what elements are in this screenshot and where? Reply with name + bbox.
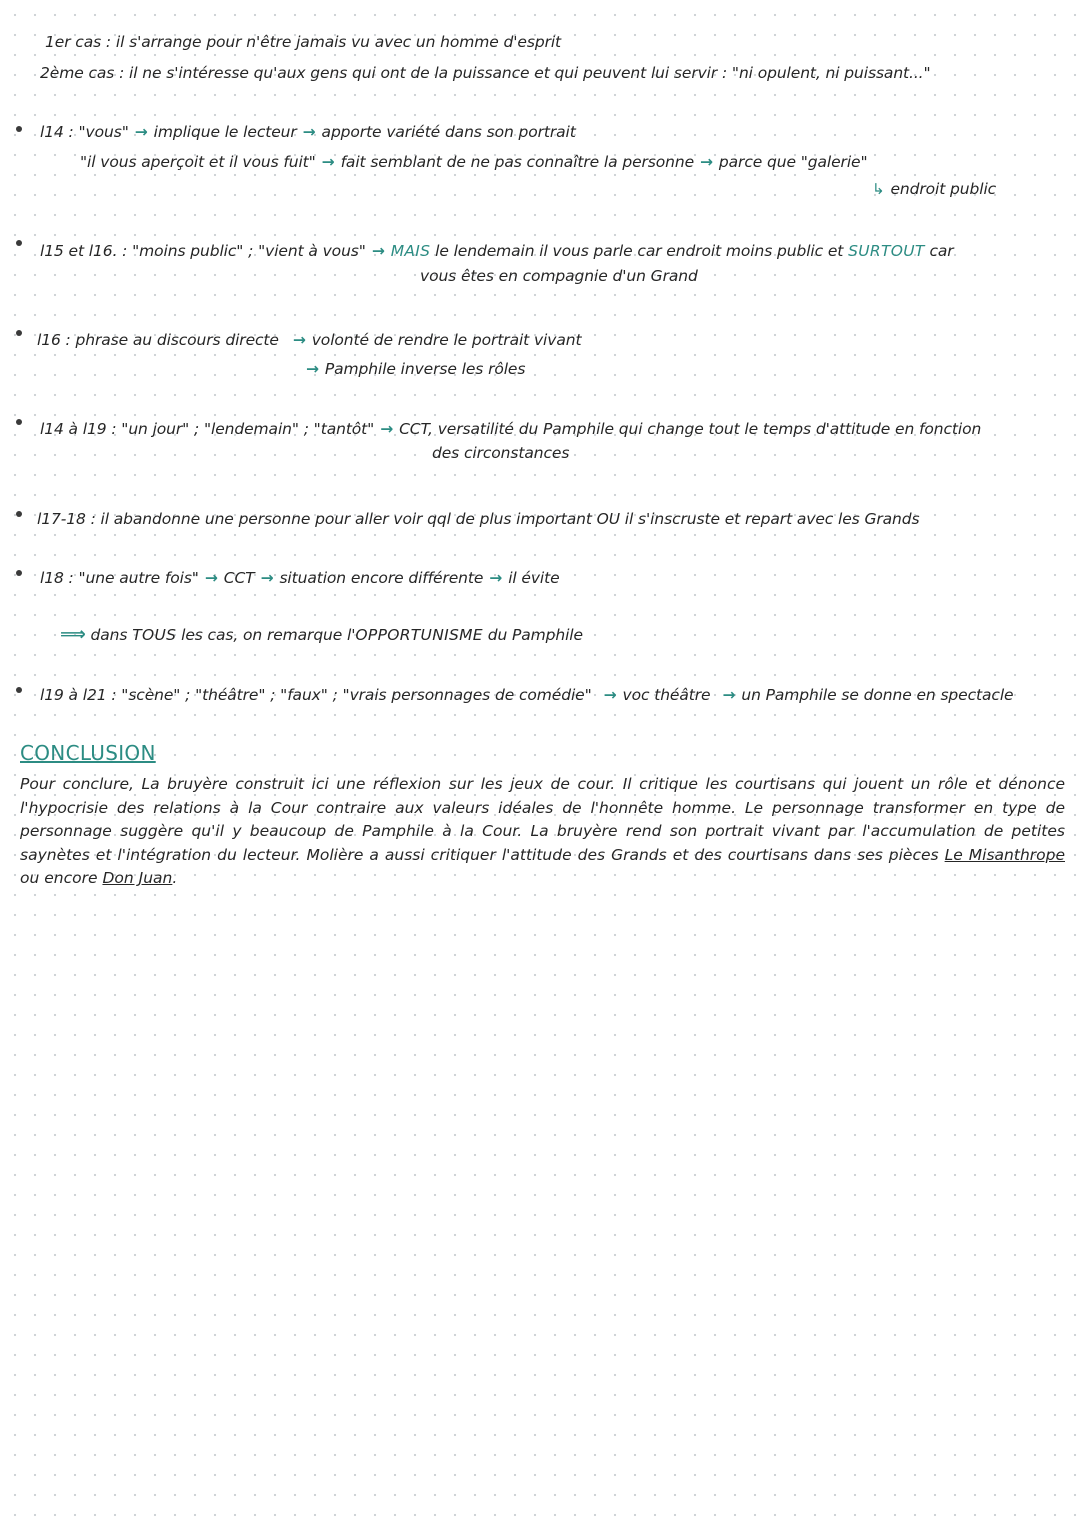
note-line-l18 <box>40 568 560 588</box>
line-text: le lendemain il vous parle car endroit moins public et <box>435 242 844 260</box>
line-ref: l19 à l21 : "scène" ; "théâtre" ; "faux" ; "vrais personnages de comédie" <box>40 686 592 704</box>
line-ref: l16 : phrase au discours directe <box>37 331 279 349</box>
line-text: implique le lecteur <box>153 123 297 141</box>
right-arrow-icon: → <box>292 331 306 349</box>
emphasis-opportunisme: OPPORTUNISME <box>355 626 483 644</box>
right-arrow-icon: → <box>371 242 385 260</box>
line-text: du Pamphile <box>487 626 583 644</box>
note-line-l14-quote <box>80 152 868 172</box>
work-title-misanthrope: Le Misanthrope <box>944 845 1065 864</box>
conclusion-connector: ou encore <box>20 869 98 887</box>
double-arrow-icon: ⟹ <box>60 624 86 645</box>
bullet-dot-icon <box>16 687 22 693</box>
note-line-l16 <box>37 330 581 350</box>
right-arrow-icon: → <box>489 569 503 587</box>
line-text: car <box>929 242 954 260</box>
note-line-l17-18: l17-18 : il abandonne une personne pour aller voir qql de plus important OU il s'inscruste et repart avec les Grands <box>37 510 920 528</box>
emphasis-surtout: SURTOUT <box>848 242 925 260</box>
line-text: voc théâtre <box>622 686 711 704</box>
conclusion-body: Pour conclure, La bruyère construit ici une réflexion sur les jeux de cour. Il critique les courtisans qui jouent un rôle et dénonce l'hypocrisie des relations à la Cour contraire aux valeurs idéales de l'honnête homme. Le personnage transformer en type de personnage suggère qu'il y beaucoup de Pamphile à la Cour. La bruyère rend son portrait vivant par l'accumulation de petites saynètes et l'intégration du lecteur. Molière a aussi critiquer l'attitude des Grands et des courtisans dans ses pièces <box>20 775 1065 864</box>
line-text: volonté de rendre le portrait vivant <box>311 331 582 349</box>
right-arrow-icon: → <box>260 569 274 587</box>
emphasis-tous: TOUS <box>132 626 177 644</box>
hook-arrow-icon: ↳ <box>872 180 885 198</box>
line-text: dans <box>90 626 128 644</box>
note-line-cas2: 2ème cas : il ne s'intéresse qu'aux gens qui ont de la puissance et qui peuvent lui servir : "ni opulent, ni puissant..." <box>40 64 931 82</box>
note-line-l15 <box>40 241 954 261</box>
right-arrow-icon: → <box>134 123 148 141</box>
note-line-cas1: 1er cas : il s'arrange pour n'être jamais vu avec un homme d'esprit <box>45 33 562 51</box>
note-line-l19-l21 <box>40 685 1013 705</box>
line-text: situation encore différente <box>279 569 484 587</box>
line-text: CCT <box>223 569 255 587</box>
note-line-opportunisme <box>60 625 583 645</box>
right-arrow-icon: → <box>321 153 335 171</box>
work-title-don-juan: Don Juan <box>102 869 173 887</box>
bullet-dot-icon <box>16 126 22 132</box>
note-line-l14-l19-cont: des circonstances <box>432 444 570 462</box>
note-line-l14 <box>40 122 576 142</box>
right-arrow-icon: → <box>380 420 394 438</box>
line-text: les cas, on remarque l' <box>181 626 356 644</box>
emphasis-mais: MAIS <box>390 242 431 260</box>
right-arrow-icon: → <box>722 686 736 704</box>
line-quote: "il vous aperçoit et il vous fuit" <box>80 153 316 171</box>
line-text: CCT, versatilité du Pamphile qui change tout le temps d'attitude en fonction <box>399 420 982 438</box>
conclusion-end: . <box>172 869 178 887</box>
bullet-dot-icon <box>16 330 22 336</box>
conclusion-heading: CONCLUSION <box>20 741 156 765</box>
line-text: fait semblant de ne pas connaître la personne <box>340 153 695 171</box>
note-line-l16-2 <box>300 359 525 379</box>
line-ref: l15 et l16. : "moins public" ; "vient à vous" <box>40 242 366 260</box>
line-text: parce que "galerie" <box>718 153 868 171</box>
line-ref: l14 : "vous" <box>40 123 129 141</box>
bullet-dot-icon <box>16 419 22 425</box>
note-line-l14-l19 <box>40 419 981 439</box>
line-ref: l18 : "une autre fois" <box>40 569 199 587</box>
line-text: il évite <box>508 569 560 587</box>
conclusion-paragraph <box>20 773 1065 891</box>
line-ref: l14 à l19 : "un jour" ; "lendemain" ; "tantôt" <box>40 420 375 438</box>
right-arrow-icon: → <box>603 686 617 704</box>
bullet-dot-icon <box>16 570 22 576</box>
line-text: apporte variété dans son portrait <box>321 123 576 141</box>
line-text: Pamphile inverse les rôles <box>324 360 526 378</box>
bullet-dot-icon <box>16 240 22 246</box>
right-arrow-icon: → <box>306 360 319 378</box>
note-line-l15-cont: vous êtes en compagnie d'un Grand <box>420 267 698 285</box>
line-text: un Pamphile se donne en spectacle <box>741 686 1014 704</box>
note-line-endroit <box>872 179 996 199</box>
line-text: endroit public <box>890 180 997 198</box>
right-arrow-icon: → <box>700 153 713 171</box>
right-arrow-icon: → <box>302 123 316 141</box>
bullet-dot-icon <box>16 511 22 517</box>
right-arrow-icon: → <box>204 569 218 587</box>
